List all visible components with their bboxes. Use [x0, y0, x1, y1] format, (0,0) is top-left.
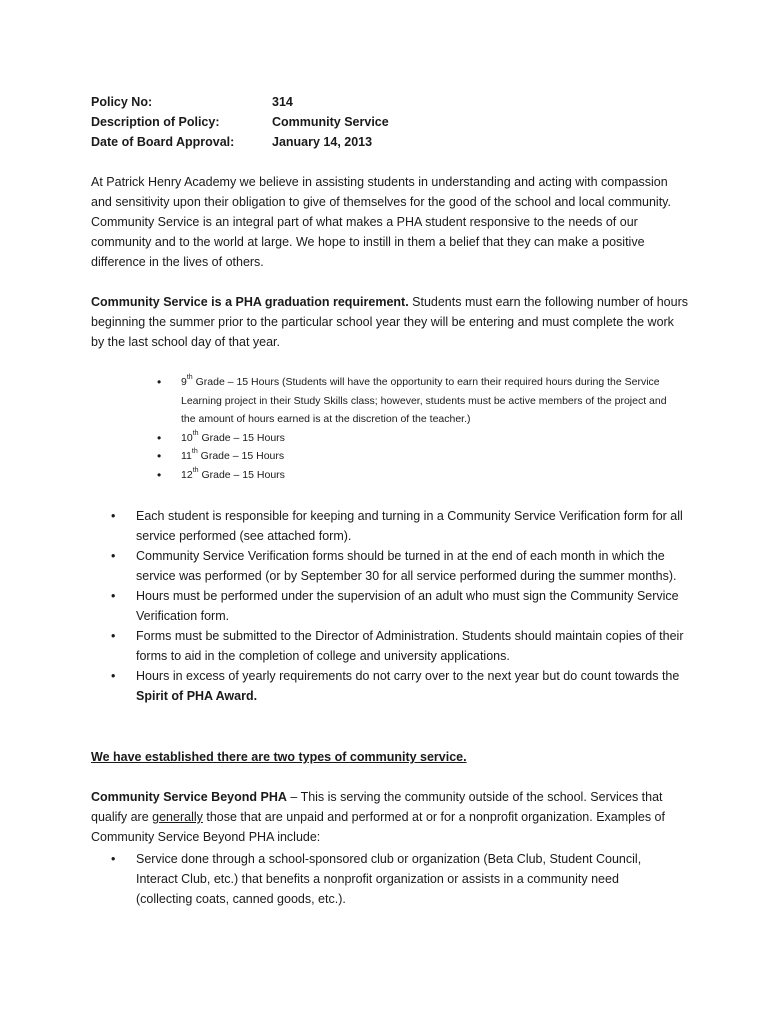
policy-description-label: Description of Policy: [91, 115, 220, 129]
policy-number-row [91, 92, 389, 112]
beyond-examples-list [111, 849, 671, 909]
board-approval-value: January 14, 2013 [272, 135, 373, 149]
rules-list [111, 506, 688, 706]
requirement-paragraph [91, 292, 689, 352]
grade-item: • 9th Grade – 15 Hours (Students will have the opportunity to earn their required hours during the Service Learning project in their Study Skills class; however, students must be active members of the project and the amount of hours earned is at the discretion of the teacher.) [157, 373, 682, 429]
grade-hours-list [157, 373, 682, 484]
board-approval-row [91, 132, 389, 152]
beyond-paragraph: Community Service Beyond PHA – This is serving the community outside of the school. Services that qualify are generally those that are unpaid and performed at or for a nonprofit organization. Examples of Community Service Beyond PHA include: [91, 790, 665, 844]
requirement-text: Students must earn the following number of hours beginning the summer prior to the particular school year they will be entering and must complete the work by the last school day of that year. [91, 295, 688, 349]
rule-item: • Each student is responsible for keeping and turning in a Community Service Verification form for all service performed (see attached form). [111, 506, 688, 546]
intro-paragraph: At Patrick Henry Academy we believe in assisting students in understanding and acting with compassion and sensitivity upon their obligation to give of themselves for the good of the school and local community. Community Service is an integral part of what makes a PHA student responsive to the needs of our community and to the world at large. We hope to instill in them a belief that they can make a positive difference in the lives of others. [91, 175, 671, 269]
grade-item: • 11th Grade – 15 Hours [157, 447, 682, 466]
generally-underlined: generally [152, 810, 203, 824]
types-heading: We have established there are two types of community service. [91, 750, 467, 764]
policy-header [91, 92, 389, 152]
policy-number-label: Policy No: [91, 95, 153, 109]
policy-description-row [91, 112, 389, 132]
rule-item: • Hours in excess of yearly requirements do not carry over to the next year but do count towards the Spirit of PHA Award. [111, 666, 688, 706]
award-name: Spirit of PHA Award. [136, 689, 258, 703]
beyond-title: Community Service Beyond PHA [91, 790, 287, 804]
policy-description-value: Community Service [272, 115, 389, 129]
grade-item: • 10th Grade – 15 Hours [157, 429, 682, 448]
rule-item: • Forms must be submitted to the Director of Administration. Students should maintain copies of their forms to aid in the completion of college and university applications. [111, 626, 688, 666]
beyond-example-item: • Service done through a school-sponsored club or organization (Beta Club, Student Council, Interact Club, etc.) that benefits a nonprofit organization or assists in a community need (collecting coats, canned goods, etc.). [111, 849, 671, 909]
rule-item: • Community Service Verification forms should be turned in at the end of each month in which the service was performed (or by September 30 for all service performed during the summer months). [111, 546, 688, 586]
board-approval-label: Date of Board Approval: [91, 135, 235, 149]
policy-number-value: 314 [272, 95, 293, 109]
grade-item: • 12th Grade – 15 Hours [157, 466, 682, 485]
rule-item: • Hours must be performed under the supervision of an adult who must sign the Community Service Verification form. [111, 586, 688, 626]
requirement-bold: Community Service is a PHA graduation requirement. [91, 295, 409, 309]
